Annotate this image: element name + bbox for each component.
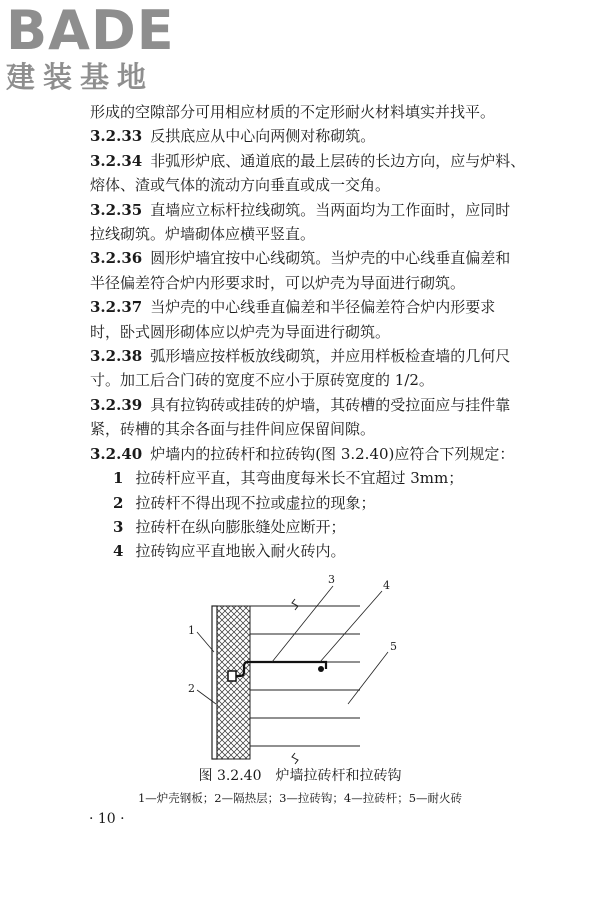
refractory-bricks xyxy=(250,599,360,764)
page-number: · 10 · xyxy=(89,811,125,827)
figure-label-4: 4 xyxy=(383,579,390,592)
figure-caption: 图 3.2.40 炉墙拉砖杆和拉砖钩 xyxy=(198,768,402,784)
text-line xyxy=(90,100,520,124)
text-line xyxy=(90,173,520,197)
figure-label-2: 2 xyxy=(188,682,195,695)
figure-label-1: 1 xyxy=(188,624,195,637)
clause-number: 3.2.40 xyxy=(90,444,143,463)
document-body xyxy=(90,100,526,564)
list-item xyxy=(90,466,520,490)
list-item-number: 3 xyxy=(113,517,124,536)
clause-number: 3.2.35 xyxy=(90,200,143,219)
text-line xyxy=(90,222,520,246)
text-line xyxy=(90,442,520,466)
list-item-number: 4 xyxy=(113,542,124,561)
clause-number: 3.2.34 xyxy=(90,151,143,170)
text-line xyxy=(90,344,520,368)
text-line xyxy=(90,368,520,392)
figure-legend: 1—炉壳钢板；2—隔热层；3—拉砖钩；4—拉砖杆；5—耐火砖 xyxy=(137,791,463,805)
clause-text: 寸。加工后合门砖的宽度不应小于原砖宽度的 1/2。 xyxy=(90,371,434,390)
insulation-layer xyxy=(217,606,250,759)
list-item xyxy=(90,491,520,515)
text-line xyxy=(90,246,520,270)
hook-end xyxy=(318,666,324,672)
clause-text: 拉线砌筑。炉墙砌体应横平竖直。 xyxy=(90,225,316,244)
text-line xyxy=(90,320,520,344)
list-item-number: 1 xyxy=(113,469,124,488)
clause-number: 3.2.38 xyxy=(90,347,143,366)
brand-logo xyxy=(6,0,181,96)
clause-text: 炉墙内的拉砖杆和拉砖钩(图 3.2.40)应符合下列规定： xyxy=(150,444,515,463)
list-item-text: 拉砖杆在纵向膨胀缝处应断开； xyxy=(135,517,346,536)
logo-wordmark: BADE xyxy=(6,0,175,62)
clause-text: 熔体、渣或气体的流动方向垂直或成一交角。 xyxy=(90,176,391,195)
list-item-text: 拉砖杆应平直，其弯曲度每米长不宜超过 3mm； xyxy=(135,469,464,488)
clause-number: 3.2.33 xyxy=(90,127,143,146)
logo-subtitle: 建装基地 xyxy=(6,60,155,94)
figure-3-2-40 xyxy=(180,572,430,767)
text-line xyxy=(90,417,520,441)
clause-text: 当炉壳的中心线垂直偏差和半径偏差符合炉内形要求 xyxy=(150,298,496,317)
clause-text: 具有拉钩砖或挂砖的炉墙，其砖槽的受拉面应与挂件靠 xyxy=(150,395,511,414)
clause-text: 紧，砖槽的其余各面与挂件间应保留间隙。 xyxy=(90,420,376,439)
clause-text: 非弧形炉底、通道底的最上层砖的长边方向，应与炉料、 xyxy=(150,151,526,170)
list-item xyxy=(90,539,520,563)
list-item-text: 拉砖钩应平直地嵌入耐火砖内。 xyxy=(135,542,346,561)
clause-text: 形成的空隙部分可用相应材质的不定形耐火材料填实并找平。 xyxy=(90,103,496,121)
figure-label-5: 5 xyxy=(390,640,397,653)
text-line xyxy=(90,149,526,173)
text-line xyxy=(90,271,520,295)
clause-text: 反拱底应从中心向两侧对称砌筑。 xyxy=(150,127,376,146)
clause-text: 时，卧式圆形砌体应以炉壳为导面进行砌筑。 xyxy=(90,322,391,341)
clause-text: 圆形炉墙宜按中心线砌筑。当炉壳的中心线垂直偏差和 xyxy=(150,249,511,268)
text-line xyxy=(90,124,520,148)
clause-text: 半径偏差符合炉内形要求时，可以炉壳为导面进行砌筑。 xyxy=(90,273,466,292)
clause-number: 3.2.39 xyxy=(90,395,143,414)
list-item-text: 拉砖杆不得出现不拉或虚拉的现象； xyxy=(135,493,376,512)
text-line xyxy=(90,295,520,319)
text-line xyxy=(90,198,520,222)
clause-number: 3.2.37 xyxy=(90,298,143,317)
text-line xyxy=(90,393,520,417)
shell-steel-plate xyxy=(212,606,217,759)
clause-text: 直墙应立标杆拉线砌筑。当两面均为工作面时，应同时 xyxy=(150,200,511,219)
clause-text: 弧形墙应按样板放线砌筑，并应用样板检查墙的几何尺 xyxy=(150,347,511,366)
list-item xyxy=(90,515,520,539)
list-item-number: 2 xyxy=(113,493,124,512)
clause-number: 3.2.36 xyxy=(90,249,143,268)
figure-label-3: 3 xyxy=(328,573,335,586)
